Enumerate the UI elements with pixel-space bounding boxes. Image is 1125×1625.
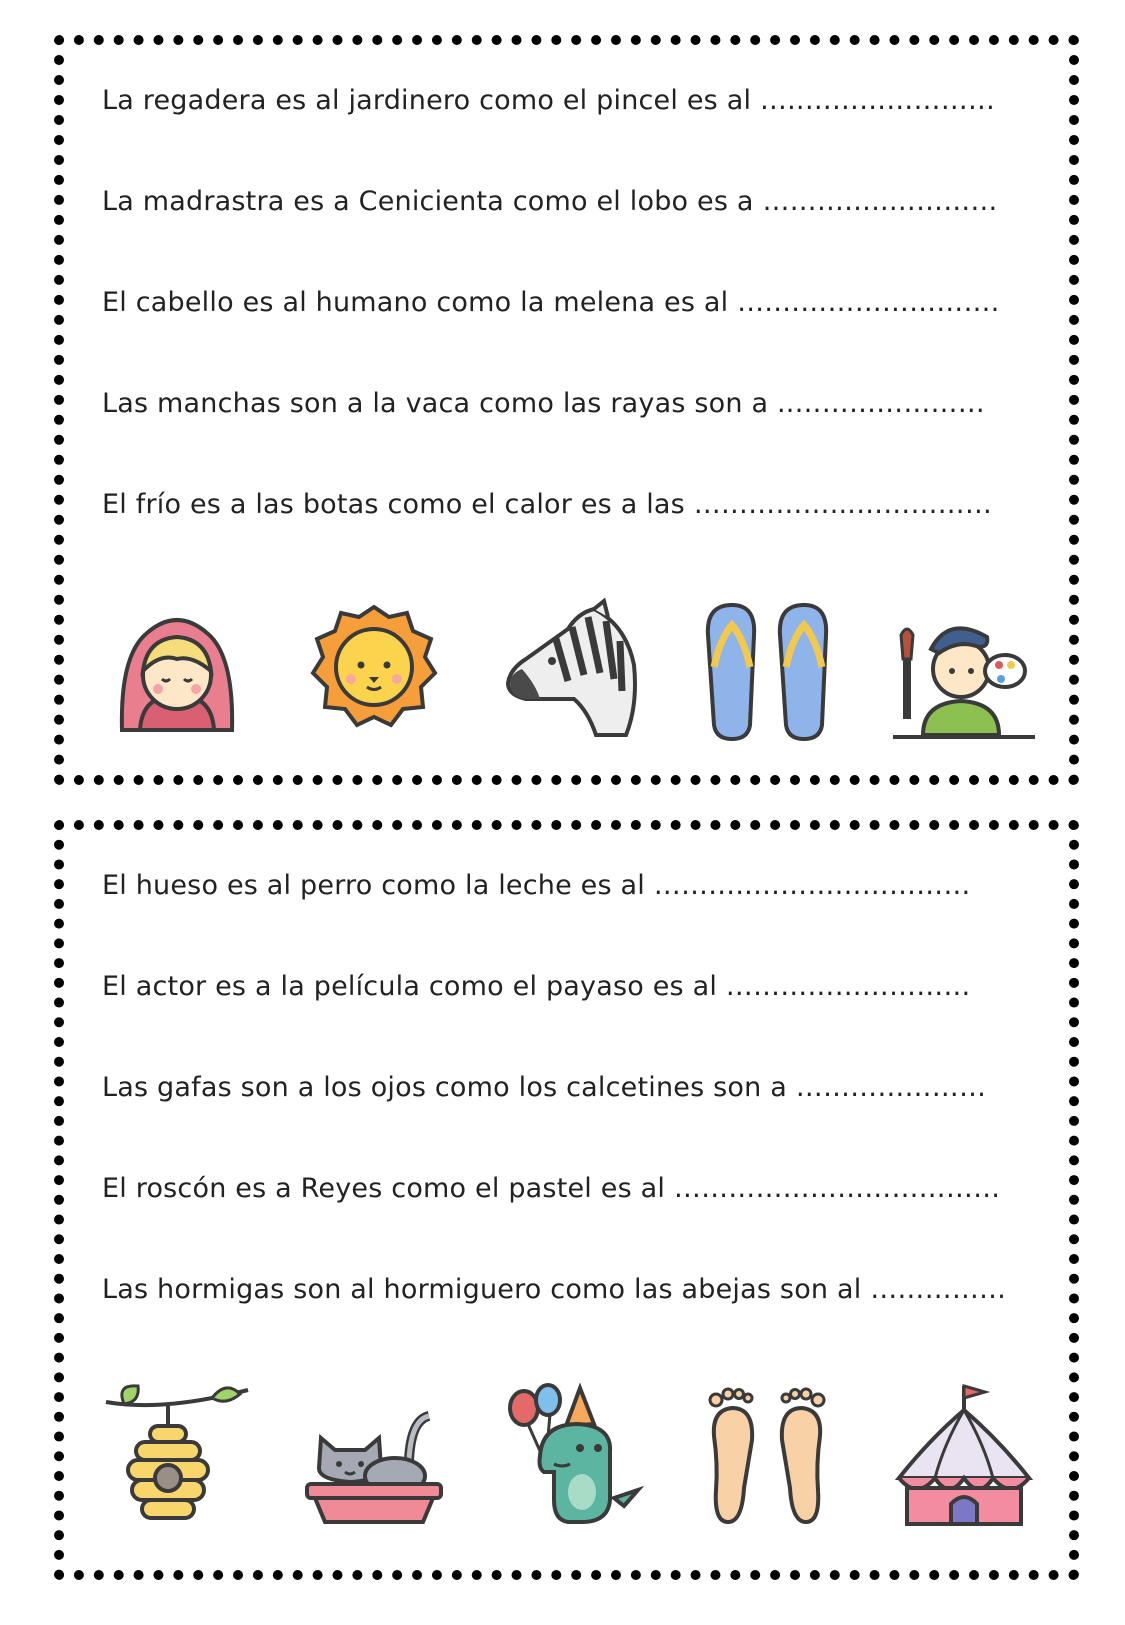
- red-riding-hood-icon: [102, 595, 252, 745]
- feet-icon: [692, 1380, 842, 1530]
- analogy-sentence: El roscón es a Reyes como el pastel es al ………………………………: [102, 1173, 1001, 1204]
- analogy-sentence: El frío es a las botas como el calor es a las ……………...……………: [102, 489, 993, 520]
- exercise-panel-bottom: [54, 820, 1079, 1580]
- zebra-icon: [496, 595, 646, 745]
- analogy-sentence: Las hormigas son al hormiguero como las abejas son al ……………: [102, 1274, 1007, 1305]
- analogy-sentence: La madrastra es a Cenicienta como el lobo es a …………..…………: [102, 186, 998, 217]
- analogy-sentence: Las gafas son a los ojos como los calcetines son a …………………: [102, 1072, 987, 1103]
- flip-flops-icon: [692, 595, 842, 745]
- analogy-sentence: El cabello es al humano como la melena es al ….…………………….: [102, 287, 1000, 318]
- analogy-sentence: El hueso es al perro como la leche es al ………..……………………: [102, 870, 971, 901]
- picture-row-top: [102, 595, 1039, 745]
- lion-icon: [299, 595, 449, 745]
- exercise-panel-top: [54, 35, 1079, 785]
- circus-tent-icon: [889, 1380, 1039, 1530]
- analogy-sentence: Las manchas son a la vaca como las rayas son a ..…………………: [102, 388, 985, 419]
- painter-icon: [889, 595, 1039, 745]
- analogy-sentence: El actor es a la película como el payaso es al ………………………: [102, 971, 971, 1002]
- birthday-dinosaur-icon: [496, 1380, 646, 1530]
- cat-in-basket-icon: [299, 1380, 449, 1530]
- picture-row-bottom: [102, 1380, 1039, 1530]
- analogy-sentence: La regadera es al jardinero como el pincel es al …..…………………: [102, 85, 996, 116]
- beehive-icon: [102, 1380, 252, 1530]
